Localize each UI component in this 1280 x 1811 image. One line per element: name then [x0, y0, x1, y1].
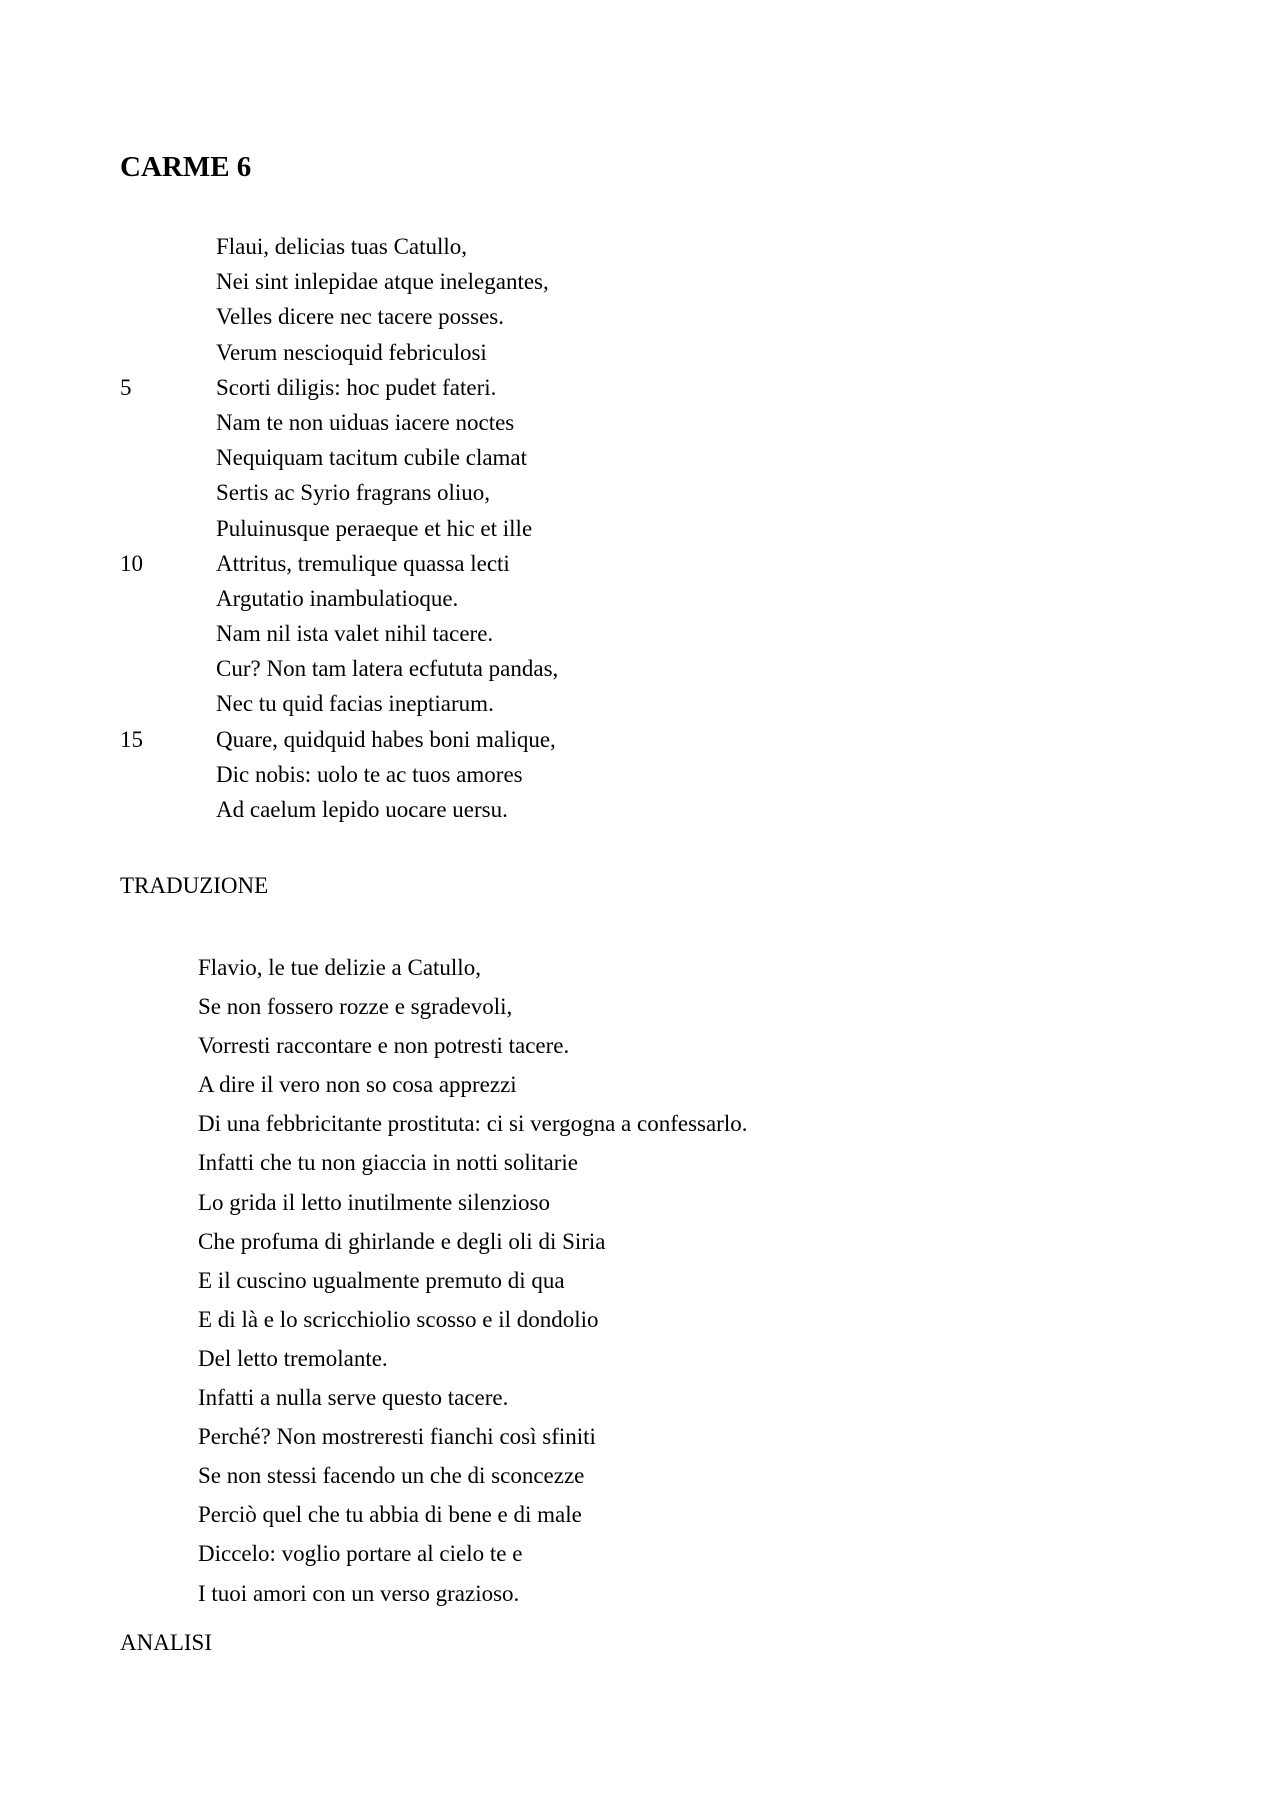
verse-text: Flaui, delicias tuas Catullo, — [216, 234, 468, 259]
poem-line — [120, 546, 820, 581]
verse-text: Nec tu quid facias ineptiarum. — [216, 691, 494, 717]
translation-line: E il cuscino ugualmente premuto di qua — [198, 1267, 565, 1293]
translation-line: E di là e lo scricchiolio scosso e il dondolio — [198, 1306, 599, 1332]
translation-line: Infatti a nulla serve questo tacere. — [198, 1385, 509, 1411]
poem-line — [120, 475, 820, 510]
verse-text: Nei sint inlepidae atque inelegantes, — [216, 269, 549, 295]
poem-line — [120, 511, 820, 546]
verse-text: Puluinusque peraeque et hic et ille — [216, 515, 533, 541]
translation-line: Perciò quel che tu abbia di bene e di male — [198, 1502, 582, 1528]
verse-text: Cur? Non tam latera ecfututa pandas, — [216, 656, 559, 682]
poem-line — [120, 651, 820, 686]
verse-text: Ad caelum lepido uocare uersu. — [216, 797, 508, 822]
translation-line: I tuoi amori con un verso grazioso. — [198, 1580, 520, 1606]
poem-line — [120, 581, 820, 616]
poem-line — [120, 616, 820, 651]
line-number: 10 — [120, 550, 143, 576]
page-title: CARME 6 — [120, 151, 252, 183]
translation-line: Perché? Non mostreresti fianchi così sfiniti — [198, 1424, 596, 1450]
poem-line — [120, 264, 820, 299]
poem-line — [120, 440, 820, 475]
latin-poem — [120, 229, 820, 827]
verse-text: Verum nescioquid febriculosi — [216, 339, 487, 365]
verse-text: Attritus, tremulique quassa lecti — [216, 550, 510, 576]
poem-line — [120, 405, 820, 440]
poem-line — [120, 722, 820, 757]
translation-line: Diccelo: voglio portare al cielo te e — [198, 1541, 523, 1567]
translation-line: Di una febbricitante prostituta: ci si vergogna a confessarlo. — [198, 1111, 748, 1137]
verse-text: Quare, quidquid habes boni malique, — [216, 726, 556, 752]
poem-line — [120, 757, 820, 792]
translation-line: Che profuma di ghirlande e degli oli di Siria — [198, 1228, 606, 1254]
translation-line: Lo grida il letto inutilmente silenzioso — [198, 1189, 550, 1215]
poem-line — [120, 299, 820, 334]
verse-text: Nam nil ista valet nihil tacere. — [216, 621, 494, 647]
analysis-heading: ANALISI — [120, 1630, 212, 1655]
poem-line — [120, 335, 820, 370]
translation-line: A dire il vero non so cosa apprezzi — [198, 1072, 517, 1098]
verse-text: Nam te non uiduas iacere noctes — [216, 409, 515, 435]
verse-text: Sertis ac Syrio fragrans oliuo, — [216, 480, 491, 506]
line-number: 15 — [120, 726, 143, 752]
line-number: 5 — [120, 374, 132, 400]
verse-text: Dic nobis: uolo te ac tuos amores — [216, 761, 523, 787]
translation-line: Vorresti raccontare e non potresti tacere. — [198, 1033, 570, 1059]
verse-text: Velles dicere nec tacere posses. — [216, 304, 504, 330]
translation-line: Se non stessi facendo un che di sconcezze — [198, 1463, 585, 1489]
poem-line — [120, 792, 820, 827]
verse-text: Scorti diligis: hoc pudet fateri. — [216, 374, 497, 400]
verse-text: Nequiquam tacitum cubile clamat — [216, 445, 528, 471]
poem-line — [120, 686, 820, 721]
translation-line: Flavio, le tue delizie a Catullo, — [198, 955, 481, 980]
poem-line — [120, 370, 820, 405]
translation-line: Del letto tremolante. — [198, 1345, 388, 1371]
translation-line: Se non fossero rozze e sgradevoli, — [198, 994, 513, 1020]
poem-line — [120, 229, 820, 264]
verse-text: Argutatio inambulatioque. — [216, 585, 459, 611]
translation-heading: TRADUZIONE — [120, 873, 269, 898]
italian-translation — [198, 948, 1098, 1613]
translation-line: Infatti che tu non giaccia in notti solitarie — [198, 1150, 579, 1176]
